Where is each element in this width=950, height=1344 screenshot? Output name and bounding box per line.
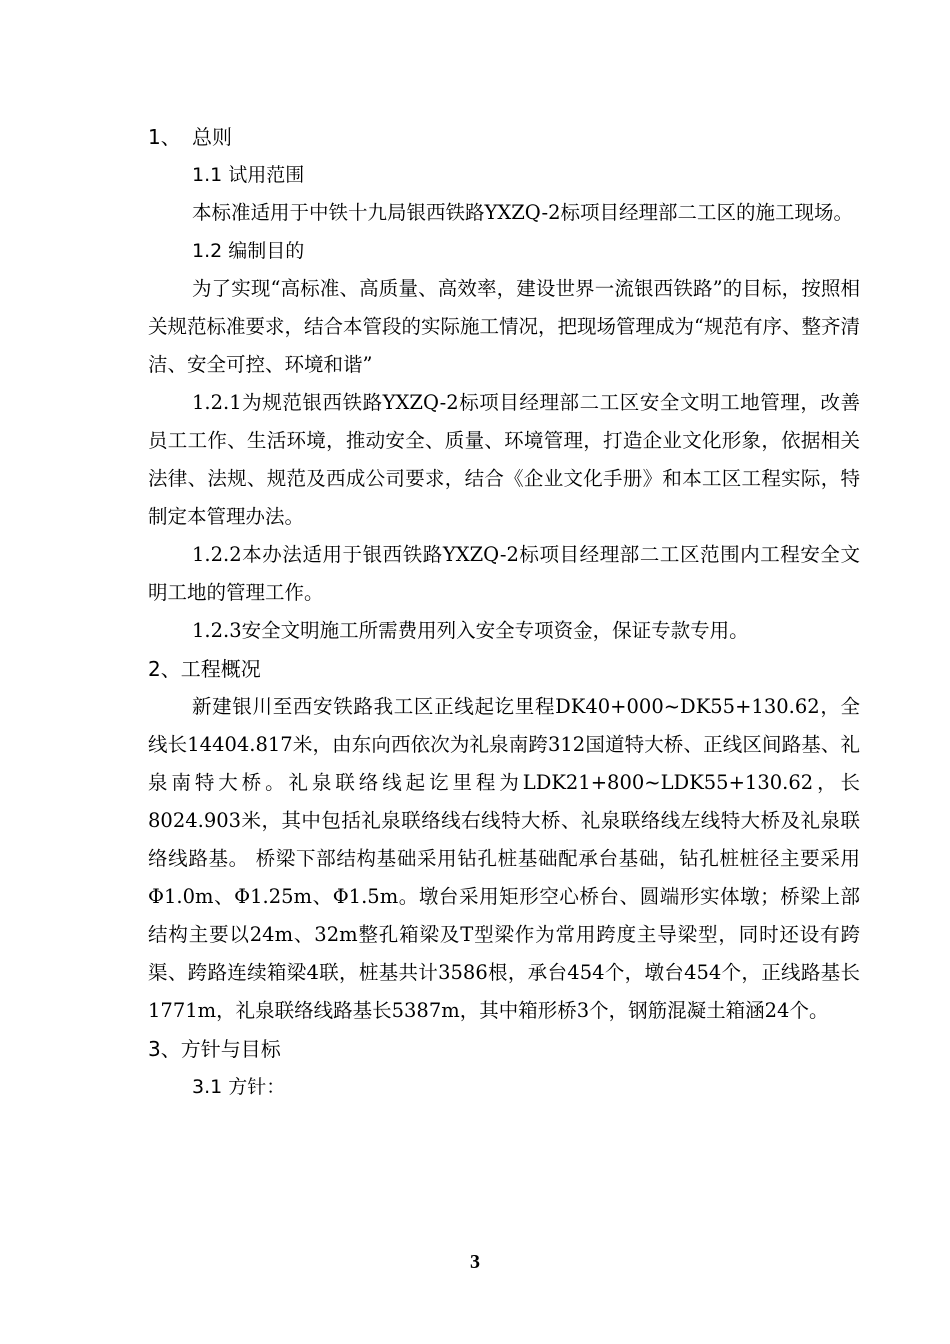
section-title: 2、工程概况 [148,657,261,681]
subsection-title: 方针： [228,1076,286,1098]
paragraph-scope: 本标准适用于中铁十九局银西铁路YXZQ-2标项目经理部二工区的施工现场。 [192,201,854,224]
section-title: 3、方针与目标 [148,1037,281,1061]
paragraph-1-2-1: 1.2.1为规范银西铁路YXZQ-2标项目经理部二工区安全文明工地管理，改善员工工作、生活环境，推动安全、质量、环境管理，打造企业文化形象，依据相关法律、法规、规范及西成公司要求，结合《企业文化手册》和本工区工程实际，特制定本管理办法。 [148,391,860,528]
section-title: 总则 [192,125,232,149]
subsection-number: 3.1 [192,1076,223,1098]
section-heading-2 [148,650,860,688]
document-body [148,118,860,1106]
paragraph-purpose: 为了实现“高标准、高质量、高效率，建设世界一流银西铁路”的目标，按照相关规范标准要求，结合本管段的实际施工情况，把现场管理成为“规范有序、整齐清洁、安全可控、环境和谐” [148,277,860,376]
subsection-title: 试用范围 [228,164,305,186]
paragraph-1-2-3: 1.2.3安全文明施工所需费用列入安全专项资金，保证专款专用。 [192,619,749,642]
section-heading-3 [148,1030,860,1068]
section-heading-1 [148,118,860,156]
paragraph-project-overview: 新建银川至西安铁路我工区正线起讫里程DK40+000~DK55+130.62，全线长14404.817米，由东向西依次为礼泉南跨312国道特大桥、正线区间路基、礼泉南特大桥。礼泉联络线起讫里程为LDK21+800~LDK55+130.62，长8024.903米，其中包括礼泉联络线右线特大桥、礼泉联络线左线特大桥及礼泉联络线路基。 桥梁下部结构基础采用钻孔桩基础配承台基础，钻孔桩桩径主要采用Φ1.0m、Φ1.25m、Φ1.5m。墩台采用矩形空心桥台、圆端形实体墩；桥梁上部结构主要以24m、32m整孔箱梁及T型梁作为常用跨度主导梁型，同时还设有跨渠、跨路连续箱梁4联，桩基共计3586根，承台454个，墩台454个，正线路基长1771m，礼泉联络线路基长5387m，其中箱形桥3个，钢筋混凝土箱涵24个。 [148,695,860,1022]
subsection-heading-1-1 [148,156,860,194]
subsection-heading-3-1 [148,1068,860,1106]
section-number: 1、 [148,125,181,149]
subsection-title: 编制目的 [228,240,305,262]
subsection-heading-1-2 [148,232,860,270]
page-number: 3 [470,1251,480,1273]
subsection-number: 1.1 [192,164,223,186]
subsection-number: 1.2 [192,240,223,262]
paragraph-1-2-2: 1.2.2本办法适用于银西铁路YXZQ-2标项目经理部二工区范围内工程安全文明工地的管理工作。 [148,543,860,604]
